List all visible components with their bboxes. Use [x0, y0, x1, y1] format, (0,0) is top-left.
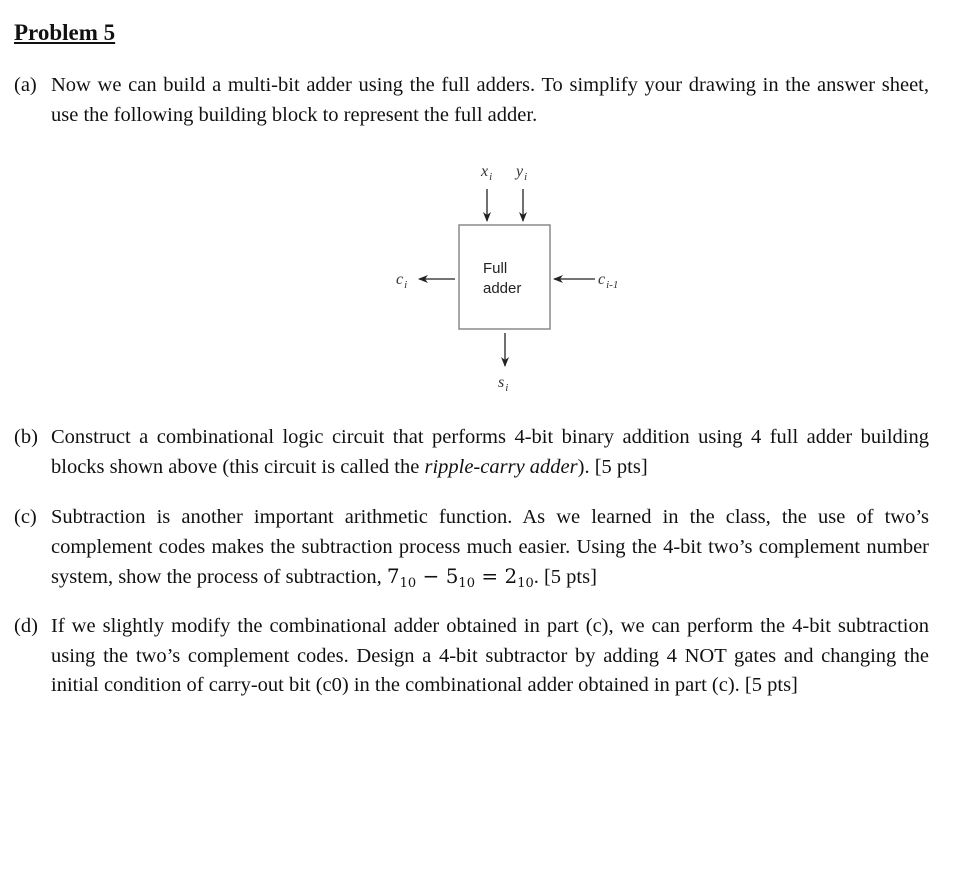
part-d: [14, 612, 929, 701]
block-label-line2: adder: [483, 280, 522, 297]
ripple-carry-term: ripple-carry adder: [424, 455, 578, 478]
sum-label: $s_i$: [498, 374, 509, 394]
block-label-line1: Full: [483, 260, 508, 277]
subtraction-equation: $7_{10} - 5_{10} = 2_{10}$: [386, 564, 534, 591]
carry-out-label: $c_i$: [396, 271, 408, 291]
part-b: [14, 423, 929, 482]
problem-title: Problem 5: [14, 20, 116, 45]
input-y-label: $y_i$: [516, 163, 528, 183]
carry-in-label: $c_{i-1}$: [598, 271, 619, 291]
part-a-text: Now we can build a multi-bit adder using the full adders. To simplify your drawing in the answer sheet, use the following building block to represent the full adder.: [51, 74, 929, 126]
part-c: [14, 503, 929, 593]
part-b-text: Construct a combinational logic circuit that performs 4-bit binary addition using 4 full adder building blocks shown above (this circuit is called the ripple-carry adder). [5 pts]: [51, 426, 929, 478]
part-a-label: (a): [14, 74, 37, 96]
part-c-text: Subtraction is another important arithmetic function. As we learned in the class, the use of two’s complement codes makes the subtraction process much easier. Using the 4-bit two’s complement number system, show the process of subtraction, $7_{10} - 5_{10} = 2_{10}$. [5 pts]: [51, 506, 929, 591]
full-adder-block: [459, 225, 550, 329]
input-x-label: $x_i$: [481, 163, 493, 183]
part-d-text: If we slightly modify the combinational adder obtained in part (c), we can perform the 4-bit subtraction using the two’s complement codes. Design a 4-bit subtractor by adding 4 NOT gates and changing the initial condition of carry-out bit (c0) in the combinational adder obtained in part (c). [5 pts]: [51, 615, 929, 696]
part-d-label: (d): [14, 615, 38, 637]
part-c-label: (c): [14, 506, 37, 528]
part-b-label: (b): [14, 426, 38, 448]
